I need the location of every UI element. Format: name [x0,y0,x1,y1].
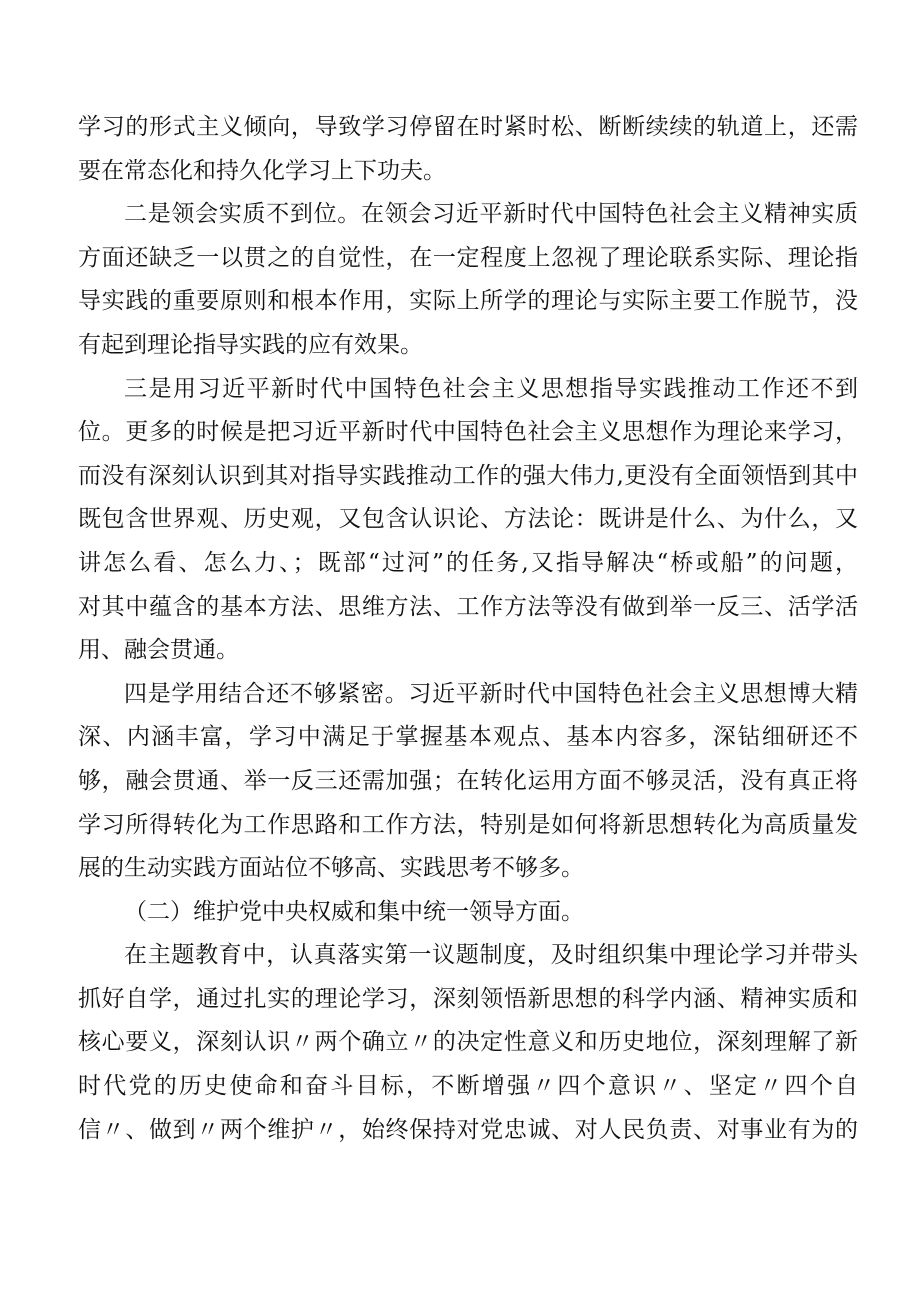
text-line: 要在常态化和持久化学习上下功夫。 [78,157,446,184]
text-line: 用、融会贯通。 [78,637,239,664]
text-line: 学习的形式主义倾向，导致学习停留在时紧时松、断断续续的轨道上，还需 [78,114,858,140]
text-line: 四是学用结合还不够紧密。习近平新时代中国特色社会主义思想博大精 [124,680,858,707]
text-line: 方面还缺乏一以贯之的自觉性，在一定程度上忽视了理论联系实际、理论指 [78,244,858,271]
text-line: 三是用习近平新时代中国特色社会主义思想指导实践推动工作还不到 [124,375,858,402]
paragraph-three [78,368,858,673]
text-line: 既包含世界观、历史观，又包含认识论、方法论：既讲是什么、为什么，又 [78,506,858,533]
text-line: 学习所得转化为工作思路和工作方法，特别是如何将新思想转化为高质量发 [78,811,858,838]
text-line: 导实践的重要原则和根本作用，实际上所学的理论与实际主要工作脱节，没 [78,288,858,315]
text-line: 核心要义，深刻认识〃两个确立〃的决定性意义和历史地位，深刻理解了新 [78,1029,858,1056]
text-line: 深、内涵丰富，学习中满足于掌握基本观点、基本内容多，深钻细研还不 [78,724,858,751]
text-line: 够，融会贯通、举一反三还需加强；在转化运用方面不够灵活，没有真正将 [78,767,858,794]
text-line: 抓好自学，通过扎实的理论学习，深刻领悟新思想的科学内涵、精神实质和 [78,985,858,1012]
text-line: 有起到理论指导实践的应有效果。 [78,331,423,358]
text-line: 时代党的历史使命和奋斗目标，不断增强〃四个意识〃、坚定〃四个自 [78,1073,858,1100]
text-line: 位。更多的时候是把习近平新时代中国特色社会主义思想作为理论来学习， [78,419,858,446]
text-line: 讲怎么看、怎么力、；既部“过河”的任务,又指导解决“桥或船”的问题， [78,549,858,576]
paragraph-two [78,193,858,367]
text-line: 在主题教育中，认真落实第一议题制度，及时组织集中理论学习并带头 [124,942,858,969]
paragraph-five [78,934,858,1152]
text-line: 而没有深刻认识到其对指导实践推动工作的强大伟力,更没有全面领悟到其中 [78,462,858,489]
text-line: 展的生动实践方面站位不够高、实践思考不够多。 [78,855,584,882]
paragraph-four [78,673,858,891]
paragraph-continuation [78,106,858,193]
document-body [78,106,858,1152]
text-line: 信〃、做到〃两个维护〃，始终保持对党忠诚、对人民负责、对事业有为的 [78,1116,858,1143]
text-line: 二是领会实质不到位。在领会习近平新时代中国特色社会主义精神实质 [124,201,858,228]
text-line: 对其中蕴含的基本方法、思维方法、工作方法等没有做到举一反三、活学活 [78,593,858,620]
section-subheading [78,891,858,935]
subheading-text: （二）维护党中央权威和集中统一领导方面。 [124,898,584,925]
